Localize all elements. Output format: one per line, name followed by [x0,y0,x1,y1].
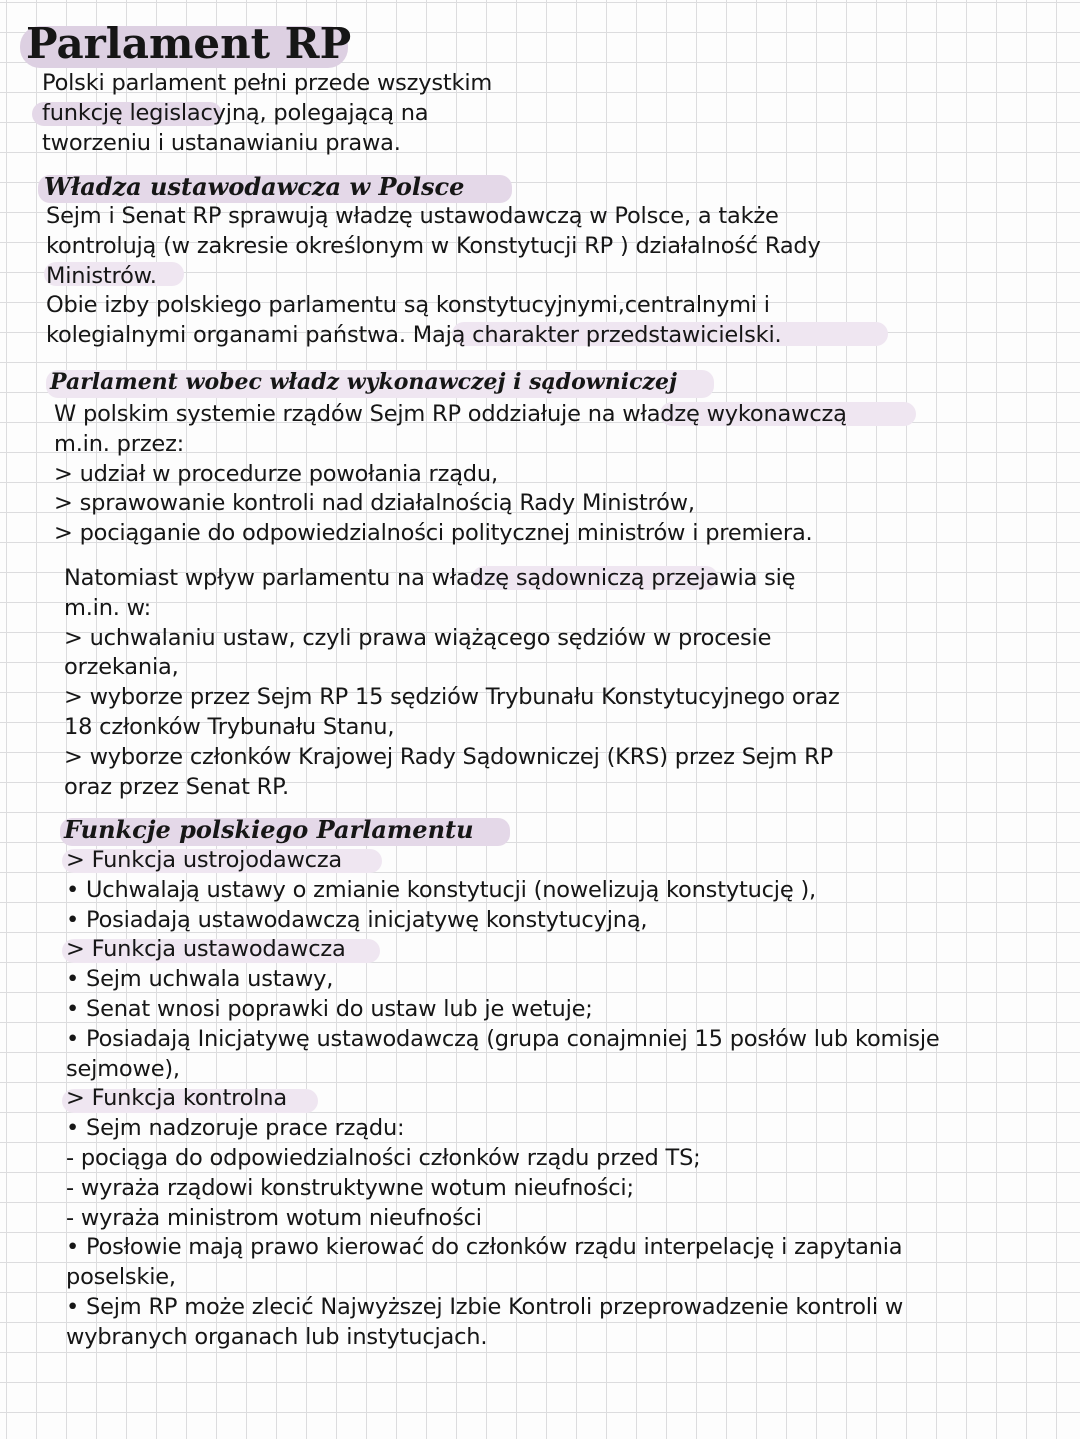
text-line: tworzeniu i ustanawianiu prawa. [42,129,401,156]
text-line: funkcję legislacyjną, polegającą na [42,99,429,126]
text-line: 18 członków Trybunału Stanu, [64,713,395,740]
text-line: oraz przez Senat RP. [64,773,289,800]
text-line: > Funkcja ustrojodawcza [66,847,343,873]
text-line: - wyraża ministrom wotum nieufności [66,1204,482,1231]
text-line: • Uchwalają ustawy o zmianie konstytucji (nowelizują konstytucję ), [66,876,816,903]
text-line: - pociąga do odpowiedzialności członków rządu przed TS; [66,1144,701,1171]
text-line: W polskim systemie rządów Sejm RP oddziałuje na władzę wykonawczą [54,401,847,427]
text-line: wybranych organach lub instytucjach. [66,1323,488,1350]
text-line: • Sejm uchwala ustawy, [66,966,334,993]
legislative-heading: Władza ustawodawcza w Polsce [44,172,465,201]
text-line: • Posłowie mają prawo kierować do członków rządu interpelację i zapytania [66,1234,903,1261]
text-line: kolegialnymi organami państwa. Mają charakter przedstawicielski. [46,322,782,349]
text-line: sejmowe), [66,1055,180,1082]
text-line: > udział w procedurze powołania rządu, [54,460,498,487]
text-line: > uchwalaniu ustaw, czyli prawa wiążącego sędziów w procesie [64,624,772,651]
text-line: Polski parlament pełni przede wszystkim [42,70,493,96]
text-line: • Posiadają Inicjatywę ustawodawczą (grupa conajmniej 15 posłów lub komisje [66,1025,940,1052]
text-line: poselskie, [66,1264,176,1291]
text-line: Natomiast wpływ parlamentu na władzę sądowniczą przejawia się [64,565,796,591]
text-line: orzekania, [64,654,179,681]
text-line: > wyborze przez Sejm RP 15 sędziów Trybunału Konstytucyjnego oraz [64,684,840,711]
text-line: • Sejm nadzoruje prace rządu: [66,1115,405,1142]
text-line: > sprawowanie kontroli nad działalnością Rady Ministrów, [54,490,695,517]
text-line: > pociąganie do odpowiedzialności politycznej ministrów i premiera. [54,520,813,547]
page-title: Parlament RP [26,19,352,68]
text-line: Obie izby polskiego parlamentu są konstytucyjnymi,centralnymi i [46,292,770,319]
functions-heading: Funkcje polskiego Parlamentu [64,815,474,844]
text-line: > Funkcja kontrolna [66,1085,287,1112]
text-line: - wyraża rządowi konstruktywne wotum nieufności; [66,1174,634,1201]
text-line: • Sejm RP może zlecić Najwyższej Izbie Kontroli przeprowadzenie kontroli w [66,1293,904,1320]
judicial-text [64,564,840,802]
intro-text [42,69,492,158]
branches-heading: Parlament wobec władz wykonawczej i sądowniczej [50,369,677,395]
functions-text [66,846,940,1353]
text-line: > wyborze członków Krajowej Rady Sądowniczej (KRS) przez Sejm RP [64,743,833,770]
text-line: Ministrów. [46,262,157,289]
text-line: m.in. w: [64,594,152,621]
text-line: > Funkcja ustawodawcza [66,936,346,963]
text-line: • Senat wnosi poprawki do ustaw lub je wetuje; [66,995,593,1022]
text-line: • Posiadają ustawodawczą inicjatywę konstytucyjną, [66,906,648,933]
text-line: m.in. przez: [54,430,185,457]
legislative-text [46,202,821,351]
executive-text [54,400,847,549]
text-line: Sejm i Senat RP sprawują władzę ustawodawczą w Polsce, a także [46,203,779,229]
text-line: kontrolują (w zakresie określonym w Konstytucji RP ) działalność Rady [46,232,821,259]
